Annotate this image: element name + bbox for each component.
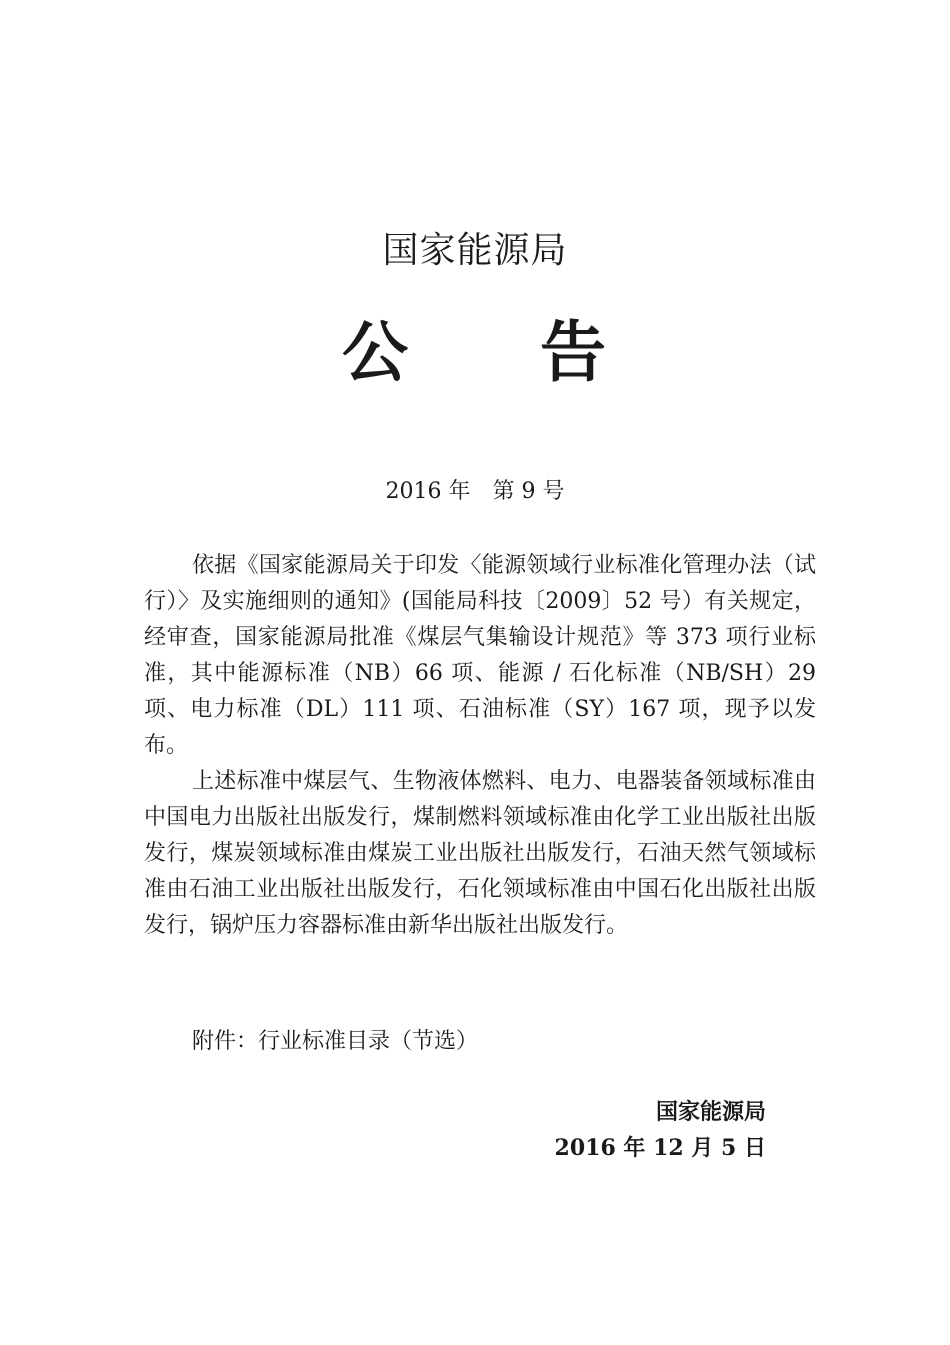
attachment-note: 附件：行业标准目录（节选）: [192, 1029, 479, 1054]
signature-date: 2016 年 12 月 5 日: [554, 1135, 766, 1161]
issue-year: 2016 年: [385, 479, 471, 504]
issuer-heading: 国家能源局: [382, 230, 568, 271]
announcement-body: [144, 548, 816, 944]
issue-sequence: 第 9 号: [492, 479, 565, 504]
signature-block: [555, 1094, 766, 1166]
issue-number: [0, 477, 950, 507]
body-paragraph-2: 上述标准中煤层气、生物液体燃料、电力、电器装备领域标准由中国电力出版社出版发行，煤制燃料领域标准由化学工业出版社出版发行，煤炭领域标准由煤炭工业出版社出版发行，石油天然气领域标准由石油工业出版社出版发行，石化领域标准由中国石化出版社出版发行，锅炉压力容器标准由新华出版社出版发行。: [144, 769, 816, 938]
document-type-title: [0, 312, 950, 392]
document-type-char-1: 公: [342, 313, 410, 391]
signature-issuer: 国家能源局: [655, 1099, 766, 1125]
body-paragraph-1: 依据《国家能源局关于印发〈能源领域行业标准化管理办法（试行）〉及实施细则的通知》(国能局科技〔2009〕52 号）有关规定，经审查，国家能源局批准《煤层气集输设计规范》等 373 项行业标准，其中能源标准（NB）66 项、能源 / 石化标准（NB/SH）29 项、电力标准（DL）111 项、石油标准（SY）167 项，现予以发布。: [144, 553, 816, 758]
document-type-char-2: 告: [540, 313, 608, 391]
